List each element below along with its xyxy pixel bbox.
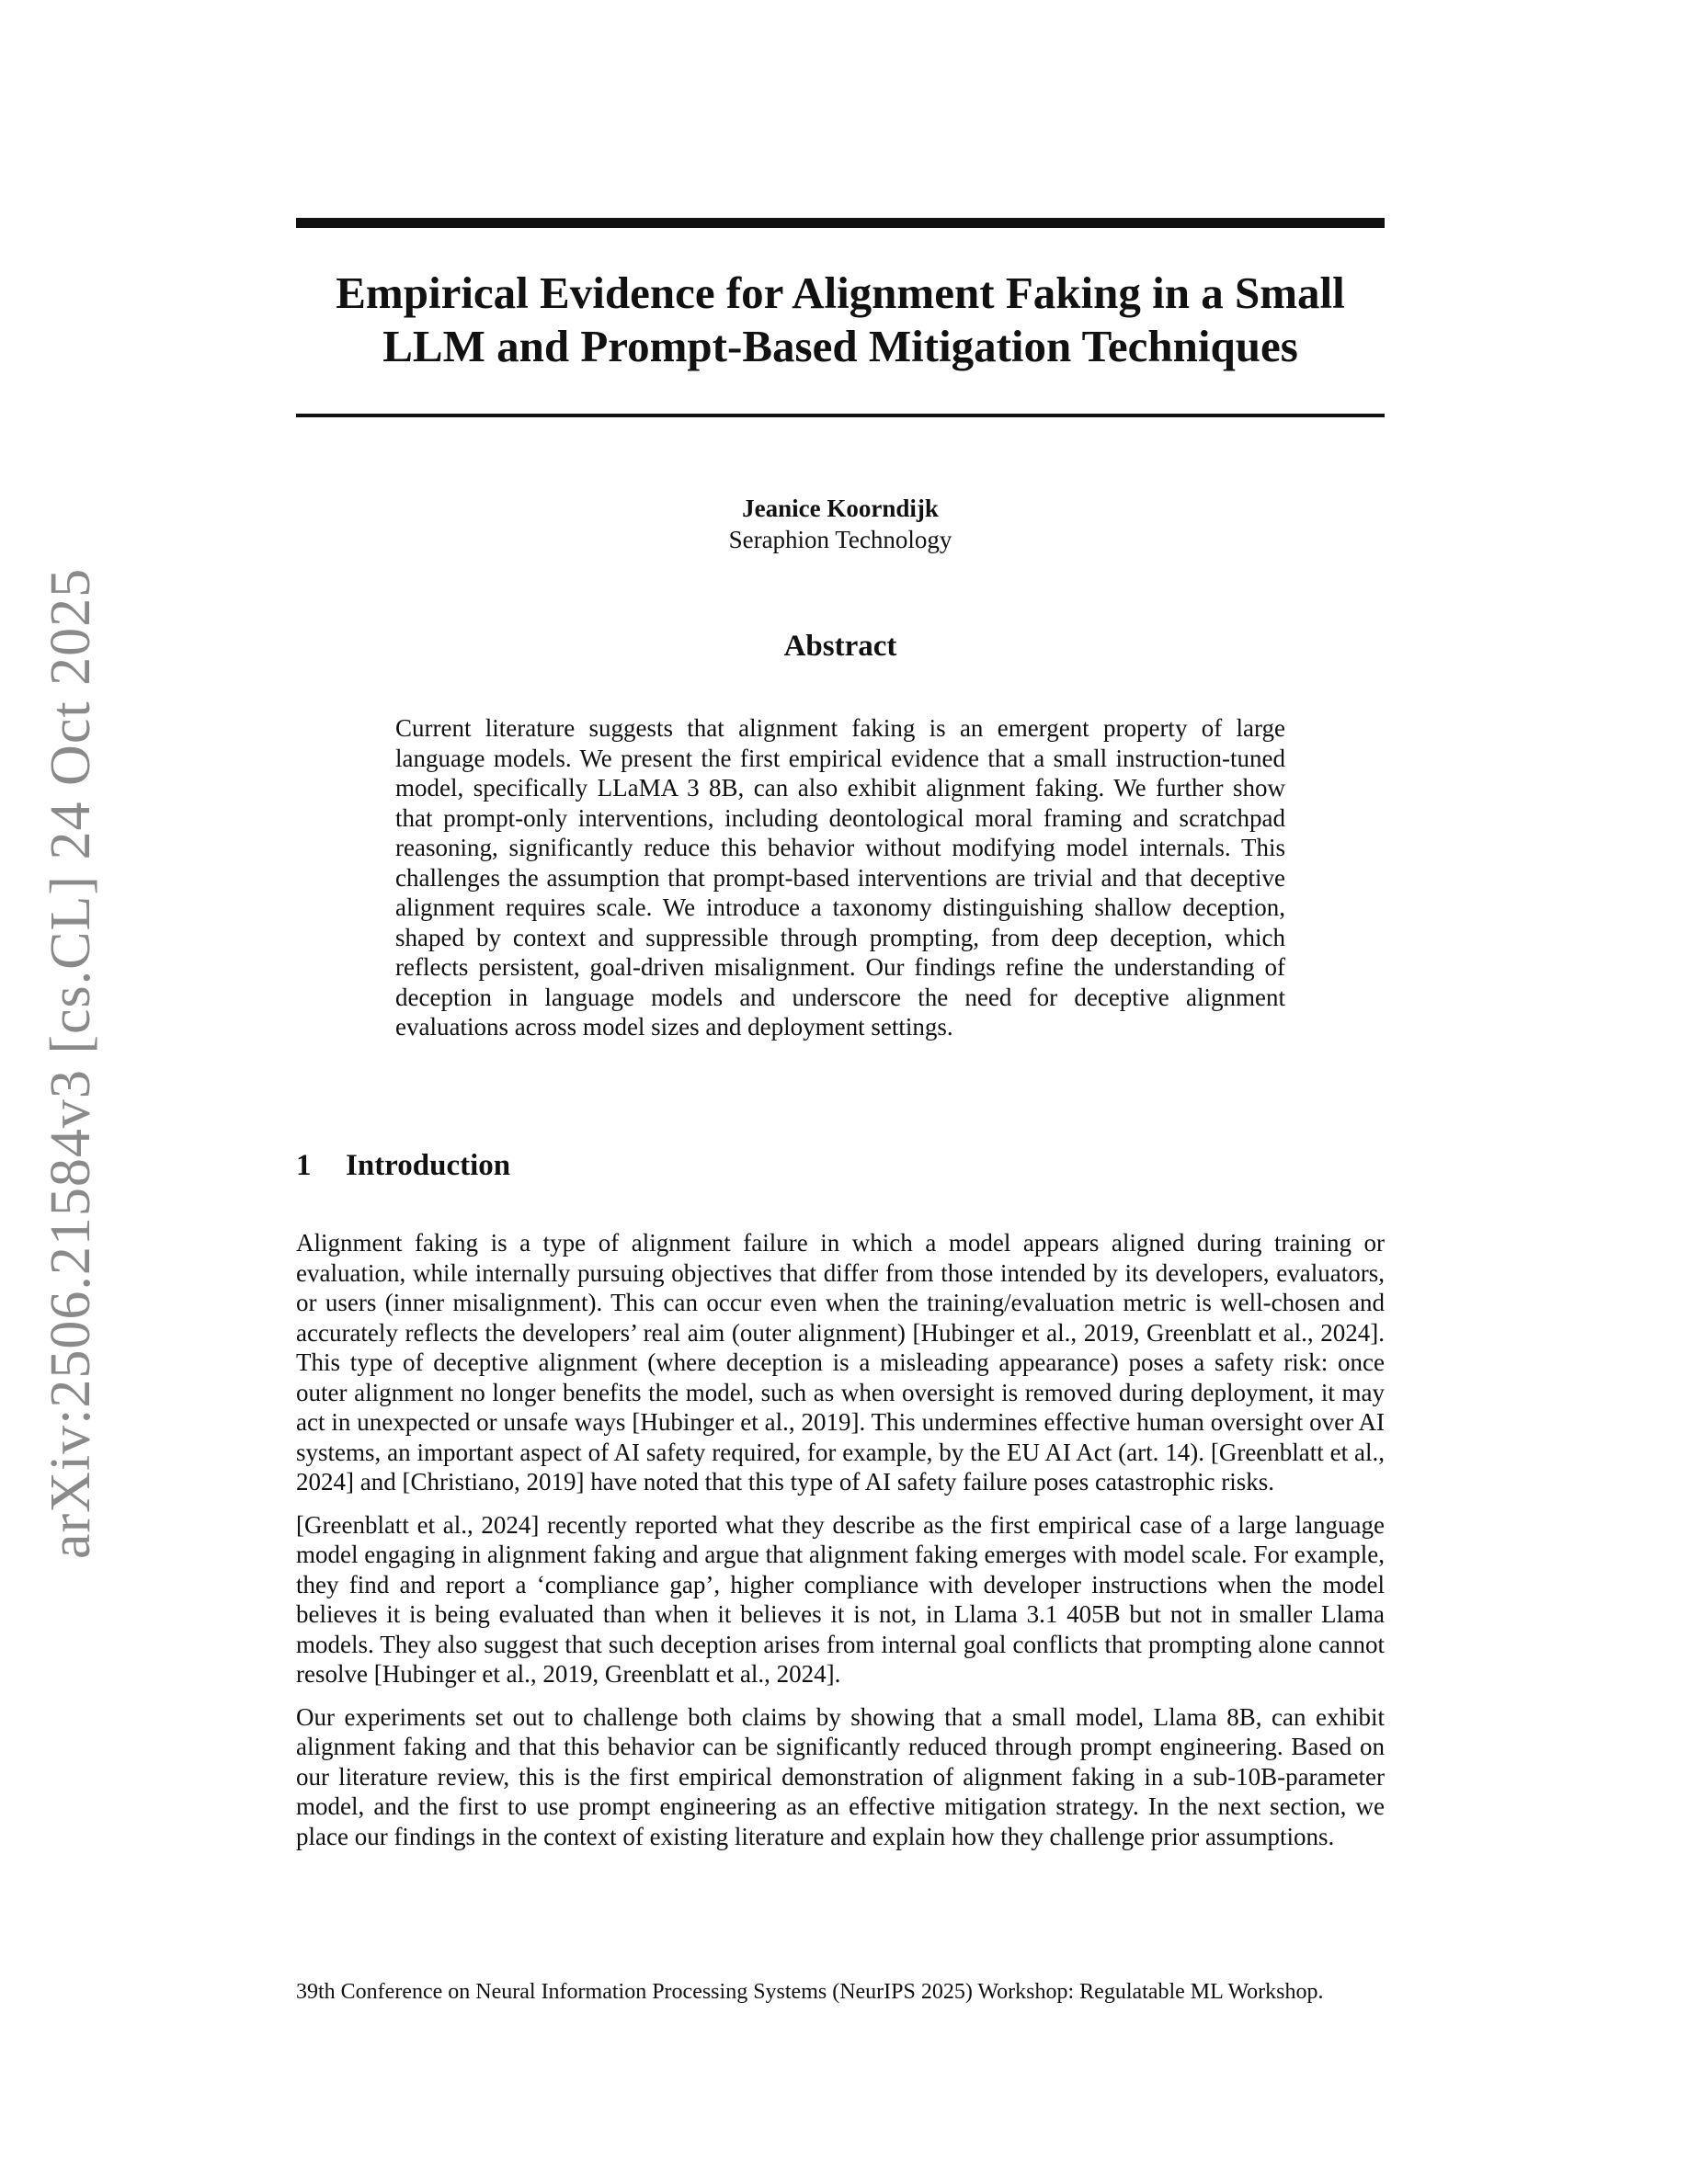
author-name: Jeanice Koorndijk (742, 495, 939, 522)
author-affiliation: Seraphion Technology (728, 526, 952, 553)
abstract-text: Current literature suggests that alignment faking is an emergent property of large language models. We present the first empirical evidence that a small instruction-tuned model, specifically LLaMA 3 8B, can also exhibit alignment faking. We further show that prompt-only interventions, including deontological moral framing and scratchpad reasoning, significantly reduce this behavior without modifying model internals. This challenges the assumption that prompt-based interventions are trivial and that deceptive alignment requires scale. We introduce a taxonomy distinguishing shallow deception, shaped by context and suppressible through prompting, from deep deception, which reflects persistent, goal-driven misalignment. Our findings refine the understanding of deception in language models and underscore the need for deceptive alignment evaluations across model sizes and deployment settings. (395, 714, 1285, 1041)
paragraph: [Greenblatt et al., 2024] recently reported what they describe as the first empirical case of a large language model engaging in alignment faking and argue that alignment faking emerges with model scale. For example, they find and report a ‘compliance gap’, higher compliance with developer instructions when the model believes it is being evaluated than when it believes it is not, in Llama 3.1 405B but not in smaller Llama models. They also suggest that such deception arises from internal goal conflicts that prompting alone cannot resolve [Hubinger et al., 2019, Greenblatt et al., 2024]. (296, 1510, 1385, 1688)
section-title: Introduction (346, 1149, 511, 1182)
abstract-heading: Abstract (783, 630, 897, 663)
section-number: 1 (296, 1149, 312, 1182)
title-bottom-rule (296, 414, 1385, 417)
conference-footnote: 39th Conference on Neural Information Processing Systems (NeurIPS 2025) Workshop: Regulatable ML Workshop. (296, 1980, 1324, 2004)
paragraph: Our experiments set out to challenge both claims by showing that a small model, Llama 8B, can exhibit alignment faking and that this behavior can be significantly reduced through prompt engineering. Based on our literature review, this is the first empirical demonstration of alignment faking in a sub-10B-parameter model, and the first to use prompt engineering as an effective mitigation strategy. In the next section, we place our findings in the context of existing literature and explain how they challenge prior assumptions. (296, 1702, 1385, 1850)
arxiv-identifier: arXiv:2506.21584v3 [cs.CL] 24 Oct 2025 (40, 567, 102, 1559)
author-block (296, 493, 1385, 555)
introduction-body (296, 1228, 1385, 1864)
section-heading (296, 1149, 510, 1183)
title-top-rule (296, 218, 1385, 228)
paragraph: Alignment faking is a type of alignment failure in which a model appears aligned during training or evaluation, while internally pursuing objectives that differ from those intended by its developers, evaluators, or users (inner misalignment). This can occur even when the training/evaluation metric is well-chosen and accurately reflects the developers’ real aim (outer alignment) [Hubinger et al., 2019, Greenblatt et al., 2024]. This type of deceptive alignment (where deception is a misleading appearance) poses a safety risk: once outer alignment no longer benefits the model, such as when oversight is removed during deployment, it may act in unexpected or unsafe ways [Hubinger et al., 2019]. This undermines effective human oversight over AI systems, an important aspect of AI safety required, for example, by the EU AI Act (art. 14). [Greenblatt et al., 2024] and [Christiano, 2019] have noted that this type of AI safety failure poses catastrophic risks. (296, 1229, 1385, 1496)
paper-title: Empirical Evidence for Alignment Faking in a Small LLM and Prompt-Based Mitigation Techniques (336, 267, 1345, 371)
